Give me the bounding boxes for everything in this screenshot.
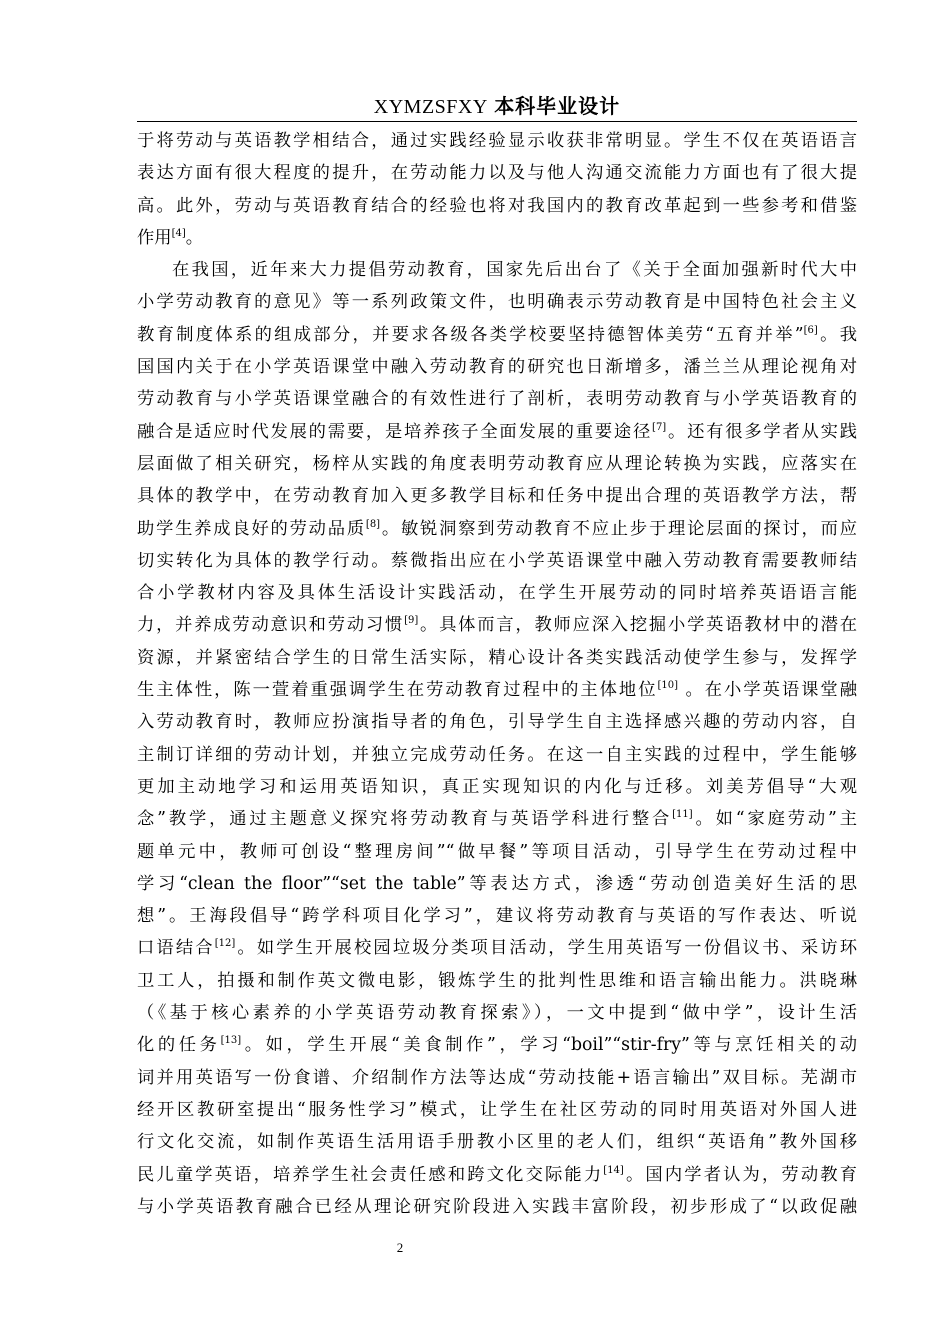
header-title: 本科毕业设计 (494, 94, 621, 118)
citation-marker: [4] (171, 228, 186, 240)
text-line: 国国内关于在小学英语课堂中融入劳动教育的研究也日渐增多，潘兰兰从理论视角对 (137, 357, 857, 378)
text-line: 口语结合[12]。如学生开展校园垃圾分类项目活动，学生用英语写一份倡议书、采访环 (137, 938, 857, 959)
text-line: 具体的教学中，在劳动教育加入更多教学目标和任务中提出合理的英语教学方法，帮 (137, 486, 857, 507)
citation-marker: [7] (652, 421, 667, 433)
text-line: （《基于核心素养的小学英语劳动教育探索》），一文中提到“做中学”，设计生活 (137, 1003, 857, 1024)
text-line: 层面做了相关研究，杨梓从实践的角度表明劳动教育应从理论转换为实践，应落实在 (137, 453, 857, 474)
text-line: 力，并养成劳动意识和劳动习惯[9]。具体而言，教师应深入挖掘小学英语教材中的潜在 (137, 615, 857, 636)
citation-marker: [11] (672, 809, 693, 821)
text-line: 想”。王海段倡导“跨学科项目化学习”，建议将劳动教育与英语的写作表达、听说 (137, 906, 857, 927)
header-rule (137, 121, 857, 122)
text-line: 在我国，近年来大力提倡劳动教育，国家先后出台了《关于全面加强新时代大中 (172, 260, 857, 281)
text-line: 念”教学，通过主题意义探究将劳动教育与英语学科进行整合[11]。如“家庭劳动”主 (137, 809, 857, 830)
text-line: 学习“clean the floor”“set the table”等表达方式，渗透“劳动创造美好生活的思 (137, 873, 857, 894)
citation-marker: [14] (603, 1164, 624, 1176)
text-line: 劳动教育与小学英语课堂融合的有效性进行了剖析，表明劳动教育与小学英语教育的 (137, 389, 857, 410)
page-number: 2 (396, 1240, 404, 1255)
text-line: 小学劳动教育的意见》等一系列政策文件，也明确表示劳动教育是中国特色社会主义 (137, 292, 857, 313)
text-line: 生主体性，陈一萱着重强调学生在劳动教育过程中的主体地位[10] 。在小学英语课堂融 (137, 680, 857, 701)
citation-marker: [12] (214, 938, 236, 950)
text-line: 题单元中，教师可创设“整理房间”“做早餐”等项目活动，引导学生在劳动过程中 (137, 841, 857, 862)
text-line: 助学生养成良好的劳动品质[8]。敏锐洞察到劳动教育不应止步于理论层面的探讨，而应 (137, 518, 857, 539)
text-line: 词并用英语写一份食谱、介绍制作方法等达成“劳动技能+语言输出”双目标。芜湖市 (137, 1067, 857, 1088)
text-line: 民儿童学英语，培养学生社会责任感和跨文化交际能力[14]。国内学者认为，劳动教育 (137, 1164, 857, 1185)
citation-marker: [8] (365, 518, 381, 530)
text-line: 入劳动教育时，教师应扮演指导者的角色，引导学生自主选择感兴趣的劳动内容，自 (137, 712, 857, 733)
text-line: 于将劳动与英语教学相结合，通过实践经验显示收获非常明显。学生不仅在英语语言 (137, 131, 857, 151)
text-line: 与小学英语教育融合已经从理论研究阶段进入实践丰富阶段，初步形成了“以政促融 (137, 1196, 857, 1217)
text-line: 表达方面有很大程度的提升，在劳动能力以及与他人沟通交流能力方面也有了很大提 (137, 163, 857, 184)
text-line: 作用[4]。 (137, 227, 204, 248)
text-line: 融合是适应时代发展的需要，是培养孩子全面发展的重要途径[7]。还有很多学者从实践 (137, 421, 857, 442)
text-line: 卫工人，拍摄和制作英文微电影，锻炼学生的批判性思维和语言输出能力。洪晓琳 (137, 970, 857, 991)
citation-marker: [6] (803, 325, 818, 337)
text-line: 更加主动地学习和运用英语知识，真正实现知识的内化与迁移。刘美芳倡导“大观 (137, 776, 857, 797)
text-line: 化的任务[13]。如，学生开展“美食制作”，学习“boil”“stir-fry”等与烹饪相关的动 (137, 1035, 857, 1056)
text-line: 教育制度体系的组成部分，并要求各级各类学校要坚持德智体美劳“五育并举”[6]。我 (137, 324, 857, 345)
text-line: 高。此外，劳动与英语教育结合的经验也将对我国内的教育改革起到一些参考和借鉴 (137, 195, 857, 216)
text-line: 合小学教材内容及具体生活设计实践活动，在学生开展劳动的同时培养英语语言能 (137, 583, 857, 604)
text-line: 切实转化为具体的教学行动。蔡微指出应在小学英语课堂中融入劳动教育需要教师结 (137, 550, 857, 571)
body-text (137, 125, 857, 1223)
text-line: 主制订详细的劳动计划，并独立完成劳动任务。在这一自主实践的过程中，学生能够 (137, 744, 857, 765)
page-header (137, 90, 857, 122)
header-code: XYMZSFXY (373, 96, 488, 118)
citation-marker: [10] (657, 680, 678, 692)
text-line: 资源，并紧密结合学生的日常生活实际，精心设计各类实践活动使学生参与，发挥学 (137, 647, 857, 668)
text-line: 行文化交流，如制作英语生活用语手册教小区里的老人们，组织“英语角”教外国移 (137, 1132, 857, 1153)
citation-marker: [9] (404, 615, 419, 627)
text-line: 经开区教研室提出“服务性学习”模式，让学生在社区劳动的同时用英语对外国人进 (137, 1099, 857, 1120)
citation-marker: [13] (220, 1035, 242, 1047)
